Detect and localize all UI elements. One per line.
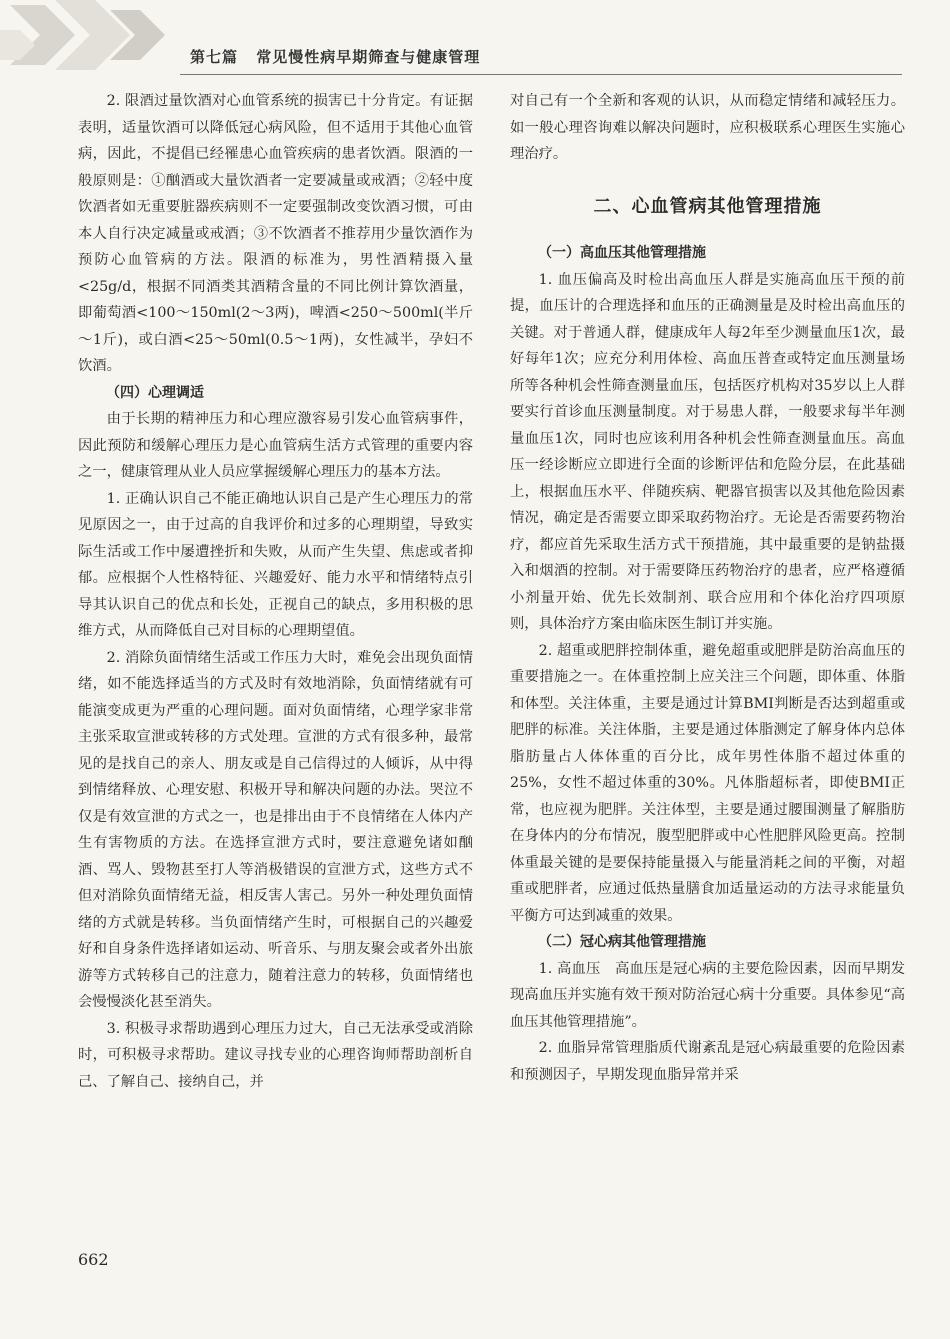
paragraph-psych-intro: 由于长期的精神压力和心理应激容易引发心血管病事件，因此预防和缓解心理压力是心血管病生活方式管理的重要内容之一，健康管理从业人员应掌握缓解心理压力的基本方法。	[78, 411, 473, 480]
running-header	[190, 46, 480, 67]
header-rule	[180, 74, 902, 75]
header-title: 常见慢性病早期筛查与健康管理	[256, 48, 481, 66]
header-decoration	[0, 0, 200, 75]
paragraph-lipid: 2. 血脂异常管理脂质代谢紊乱是冠心病最重要的危险因素和预测因子，早期发现血脂异常并采	[510, 1040, 905, 1083]
subheading-hypertension: （一）高血压其他管理措施	[538, 245, 706, 261]
paragraph-continued: 对自己有一个全新和客观的认识，从而稳定情绪和减轻压力。如一般心理咨询难以解决问题时，应积极联系心理医生实施心理治疗。	[510, 93, 905, 162]
left-column	[78, 88, 473, 1095]
header-part: 第七篇	[190, 48, 239, 66]
paragraph-seek-help: 3. 积极寻求帮助遇到心理压力过大，自己无法承受或消除时，可积极寻求帮助。建议寻找专业的心理咨询师帮助剖析自己、了解自己、接纳自己，并	[78, 1020, 473, 1090]
paragraph-alcohol: 2. 限酒过量饮酒对心血管系统的损害已十分肯定。有证据表明，适量饮酒可以降低冠心病风险，但不适用于其他心血管病，因此，不提倡已经罹患心血管疾病的患者饮酒。限酒的一般原则是：①酗酒或大量饮酒者一定要减量或戒酒；②轻中度饮酒者如无重要脏器疾病则不一定要强制改变饮酒习惯，可由本人自行决定减量或戒酒；③不饮酒者不推荐用少量饮酒作为预防心血管病的方法。限酒的标准为，男性酒精摄入量<25g/d，根据不同酒类其酒精含量的不同比例计算饮酒量，即葡萄酒<100～150ml(2～3两)，啤酒<250～500ml(半斤～1斤)，或白酒<25～50ml(0.5～1两)，女性减半，孕妇不饮酒。	[78, 93, 473, 374]
right-column	[510, 88, 905, 1088]
subheading-psychological: （四）心理调适	[106, 384, 204, 401]
paragraph-chd-hypertension: 1. 高血压 高血压是冠心病的主要危险因素，因而早期发现高血压并实施有效干预对防治冠心病十分重要。具体参见“高血压其他管理措施”。	[510, 960, 905, 1030]
paragraph-bp-detection: 1. 血压偏高及时检出高血压人群是实施高血压干预的前提，血压计的合理选择和血压的正确测量是及时检出高血压的关键。对于普通人群，健康成年人每2年至少测量血压1次，最好每年1次；应充分利用体检、高血压普查或特定血压测量场所等各种机会性筛查测量血压，包括医疗机构对35岁以上人群要实行首诊血压测量制度。对于易患人群，一般要求每半年测量血压1次，同时也应该利用各种机会性筛查测量血压。高血压一经诊断应立即进行全面的诊断评估和危险分层，在此基础上，根据血压水平、伴随疾病、靶器官损害以及其他危险因素情况，确定是否需要立即采取药物治疗。无论是否需要药物治疗，都应首先采取生活方式干预措施，其中最重要的是钠盐摄入和烟酒的控制。对于需要降压药物治疗的患者，应严格遵循小剂量开始、优先长效制剂、联合应用和个体化治疗四项原则，具体治疗方案由临床医生制订并实施。	[510, 271, 905, 632]
page-number: 662	[78, 1250, 109, 1269]
paragraph-weight-control: 2. 超重或肥胖控制体重，避免超重或肥胖是防治高血压的重要措施之一。在体重控制上应关注三个问题，即体重、体脂和体型。关注体重，主要是通过计算BMI判断是否达到超重或肥胖的标准。关注体脂，主要是通过体脂测定了解身体内总体脂肪量占人体体重的百分比，成年男性体脂不超过体重的25%，女性不超过体重的30%。凡体脂超标者，即使BMI正常，也应视为肥胖。关注体型，主要是通过腰围测量了解脂肪在身体内的分布情况，腹型肥胖或中心性肥胖风险更高。控制体重最关键的是要保持能量摄入与能量消耗之间的平衡，对超重或肥胖者，应通过低热量膳食加适量运动的方法寻求能量负平衡方可达到减重的效果。	[510, 642, 905, 924]
subheading-chd: （二）冠心病其他管理措施	[538, 934, 706, 950]
paragraph-self-awareness: 1. 正确认识自己不能正确地认识自己是产生心理压力的常见原因之一，由于过高的自我评价和过多的心理期望，导致实际生活或工作中屡遭挫折和失败，从而产生失望、焦虑或者抑郁。应根据个人性格特征、兴趣爱好、能力水平和情绪特点引导其认识自己的优点和长处，正视自己的缺点，多用积极的思维方式，从而降低自己对目标的心理期望值。	[78, 490, 473, 639]
section-heading: 二、心血管病其他管理措施	[593, 195, 822, 217]
paragraph-negative-emotion: 2. 消除负面情绪生活或工作压力大时，难免会出现负面情绪，如不能选择适当的方式及时有效地消除，负面情绪就有可能演变成更为严重的心理问题。面对负面情绪，心理学家非常主张采取宣泄或转移的方式处理。宣泄的方式有很多种，最常见的是找自己的亲人、朋友或是自己信得过的人倾诉，从中得到情绪释放、心理安慰、积极开导和解决问题的办法。哭泣不仅是有效宣泄的方式之一，也是排出由于不良情绪在人体内产生有害物质的方法。在选择宣泄方式时，要注意避免诸如酗酒、骂人、毁物甚至打人等消极错误的宣泄方式，这些方式不但对消除负面情绪无益，相反害人害己。另外一种处理负面情绪的方式就是转移。当负面情绪产生时，可根据自己的兴趣爱好和自身条件选择诸如运动、听音乐、与朋友聚会或者外出旅游等方式转移自己的注意力，随着注意力的转移，负面情绪也会慢慢淡化甚至消失。	[78, 649, 473, 1010]
